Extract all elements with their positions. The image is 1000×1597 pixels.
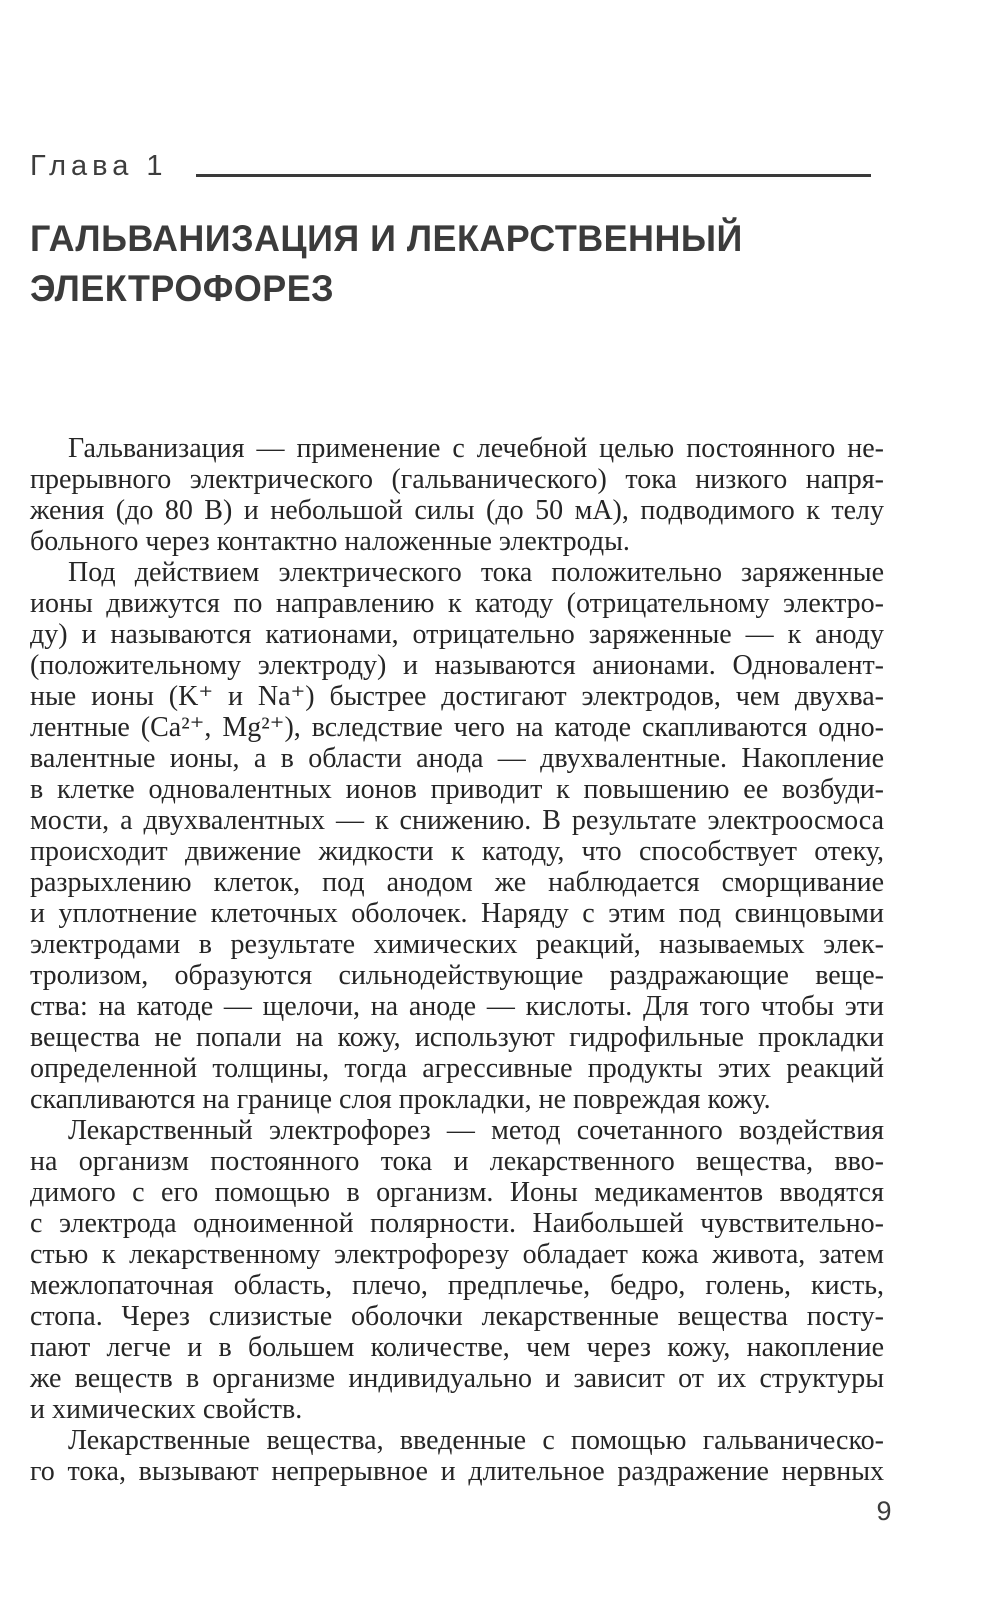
text-line: же веществ в организме индивидуально и зависит от их структуры — [30, 1363, 884, 1394]
text-line: межлопаточная область, плечо, предплечье, бедро, голень, кисть, — [30, 1270, 884, 1301]
text-line: ные ионы (K⁺ и Na⁺) быстрее достигают электродов, чем двухва- — [30, 681, 884, 712]
text-line: в клетке одновалентных ионов приводит к повышению ее возбуди- — [30, 774, 884, 805]
text-line: Лекарственный электрофорез — метод сочетанного воздействия — [68, 1115, 884, 1146]
text-line: и химических свойств. — [30, 1394, 303, 1425]
text-line: Гальванизация — применение с лечебной целью постоянного не- — [68, 433, 884, 464]
text-line: Лекарственные вещества, введенные с помощью гальваническо- — [68, 1425, 884, 1456]
text-line: валентные ионы, а в области анода — двухвалентные. Накопление — [30, 743, 884, 774]
text-line: прерывного электрического (гальванического) тока низкого напря- — [30, 464, 884, 495]
text-line: пают легче и в большем количестве, чем через кожу, накопление — [30, 1332, 884, 1363]
text-line: с электрода одноименной полярности. Наибольшей чувствительно- — [30, 1208, 884, 1239]
text-line: го тока, вызывают непрерывное и длительное раздражение нервных — [30, 1456, 884, 1487]
text-line: тролизом, образуются сильнодействующие раздражающие веще- — [30, 960, 884, 991]
text-line: Под действием электрического тока положительно заряженные — [68, 557, 884, 588]
body-text — [30, 433, 884, 1487]
text-line: скапливаются на границе слоя прокладки, не повреждая кожу. — [30, 1084, 771, 1115]
chapter-title — [30, 214, 950, 314]
text-line: димого с его помощью в организм. Ионы медикаментов вводятся — [30, 1177, 884, 1208]
text-line: определенной толщины, тогда агрессивные продукты этих реакций — [30, 1053, 884, 1084]
chapter-header — [30, 152, 871, 181]
text-line: и уплотнение клеточных оболочек. Наряду с этим под свинцовыми — [30, 898, 884, 929]
text-line: на организм постоянного тока и лекарственного вещества, вво- — [30, 1146, 884, 1177]
text-line: мости, а двухвалентных — к снижению. В результате электроосмоса — [30, 805, 884, 836]
chapter-title-line-1: ГАЛЬВАНИЗАЦИЯ И ЛЕКАРСТВЕННЫЙ — [30, 218, 743, 259]
text-line: электродами в результате химических реакций, называемых элек- — [30, 929, 884, 960]
text-line: стопа. Через слизистые оболочки лекарственные вещества посту- — [30, 1301, 884, 1332]
text-line: жения (до 80 В) и небольшой силы (до 50 мА), подводимого к телу — [30, 495, 884, 526]
text-line: вещества не попали на кожу, используют гидрофильные прокладки — [30, 1022, 884, 1053]
text-line: (положительному электроду) и называются анионами. Одновалент- — [30, 650, 884, 681]
text-line: ду) и называются катионами, отрицательно заряженные — к аноду — [30, 619, 884, 650]
text-line: разрыхлению клеток, под анодом же наблюдается сморщивание — [30, 867, 884, 898]
text-line: происходит движение жидкости к катоду, что способствует отеку, — [30, 836, 884, 867]
text-line: лентные (Ca²⁺, Mg²⁺), вследствие чего на катоде скапливаются одно- — [30, 712, 884, 743]
chapter-label: Глава 1 — [30, 150, 168, 182]
text-line: больного через контактно наложенные электроды. — [30, 526, 630, 557]
text-line: ионы движутся по направлению к катоду (отрицательному электро- — [30, 588, 884, 619]
chapter-title-line-2: ЭЛЕКТРОФОРЕЗ — [30, 268, 335, 309]
text-line: ства: на катоде — щелочи, на аноде — кислоты. Для того чтобы эти — [30, 991, 884, 1022]
text-line: стью к лекарственному электрофорезу обладает кожа живота, затем — [30, 1239, 884, 1270]
page-number: 9 — [876, 1496, 892, 1526]
chapter-rule — [196, 174, 871, 177]
